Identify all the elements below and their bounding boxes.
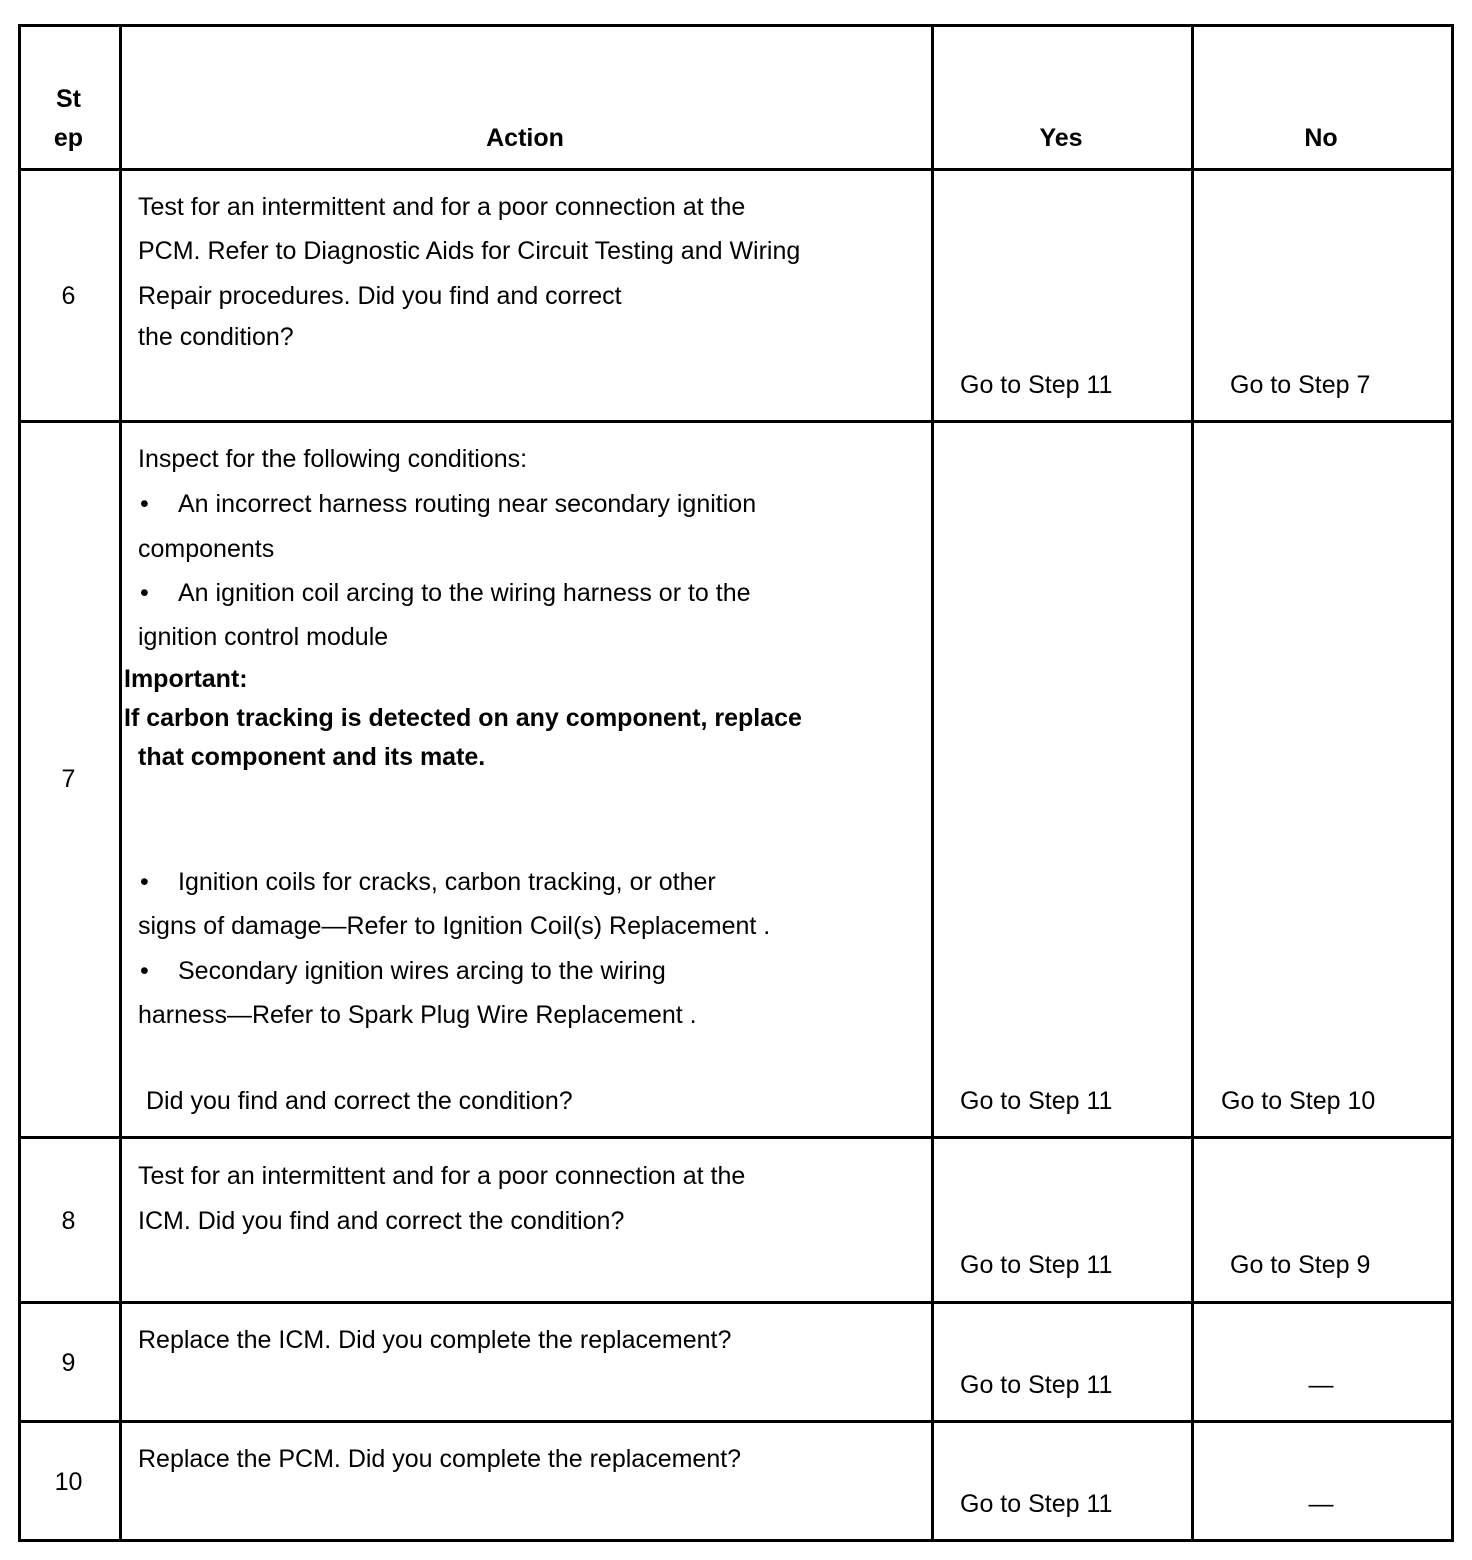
step-number: 10 [54,1468,83,1496]
column-divider [931,24,934,1542]
column-divider [1191,24,1194,1542]
action-text: Test for an intermittent and for a poor connection at the [138,1162,746,1190]
header-step-line1: St [56,85,81,113]
table-border-right [1451,24,1454,1542]
bullet-text: harness—Refer to Spark Plug Wire Replacement . [138,1001,697,1029]
action-question: Did you find and correct the condition? [146,1087,573,1115]
yes-result: Go to Step 11 [960,1490,1113,1518]
step-number: 6 [61,282,76,310]
step-number: 8 [61,1207,76,1235]
row-divider [18,1301,1454,1304]
action-text: the condition? [138,323,294,351]
important-text: that component and its mate. [138,743,486,771]
action-text: ICM. Did you find and correct the condition? [138,1207,625,1235]
bullet-text: signs of damage—Refer to Ignition Coil(s) Replacement . [138,912,771,940]
header-yes: Yes [1039,124,1083,152]
yes-result: Go to Step 11 [960,371,1113,399]
column-divider [119,24,122,1542]
action-text: Inspect for the following conditions: [138,445,528,473]
no-result: — [1308,1490,1334,1518]
header-no: No [1304,124,1338,152]
row-divider [18,420,1454,423]
action-text: Replace the ICM. Did you complete the replacement? [138,1326,732,1354]
bullet-glyph: • [140,957,149,985]
row-divider [18,1420,1454,1423]
no-result: Go to Step 9 [1230,1251,1371,1279]
bullet-text: components [138,535,275,563]
action-text: PCM. Refer to Diagnostic Aids for Circuit Testing and Wiring [138,237,801,265]
no-result: Go to Step 7 [1230,371,1371,399]
bullet-text: An ignition coil arcing to the wiring harness or to the [178,579,751,607]
diagnostic-table [18,24,1454,1542]
no-result: — [1308,1371,1334,1399]
bullet-text: An incorrect harness routing near secondary ignition [178,490,757,518]
step-number: 9 [61,1349,76,1377]
action-text: Test for an intermittent and for a poor connection at the [138,193,746,221]
action-text: Replace the PCM. Did you complete the replacement? [138,1445,742,1473]
bullet-glyph: • [140,868,149,896]
action-text: Repair procedures. Did you find and correct [138,282,622,310]
table-border-top [18,24,1454,27]
bullet-glyph: • [140,490,149,518]
yes-result: Go to Step 11 [960,1371,1113,1399]
header-action: Action [486,124,564,152]
step-number: 7 [61,765,76,793]
bullet-text: ignition control module [138,623,389,651]
bullet-text: Ignition coils for cracks, carbon tracking, or other [178,868,716,896]
no-result: Go to Step 10 [1221,1087,1376,1115]
table-border-bottom [18,1539,1454,1542]
header-step-line2: ep [53,124,84,152]
important-text: If carbon tracking is detected on any component, replace [124,704,802,732]
bullet-glyph: • [140,579,149,607]
header-divider [18,168,1454,171]
important-label: Important: [124,665,248,693]
row-divider [18,1136,1454,1139]
bullet-text: Secondary ignition wires arcing to the wiring [178,957,666,985]
yes-result: Go to Step 11 [960,1251,1113,1279]
yes-result: Go to Step 11 [960,1087,1113,1115]
